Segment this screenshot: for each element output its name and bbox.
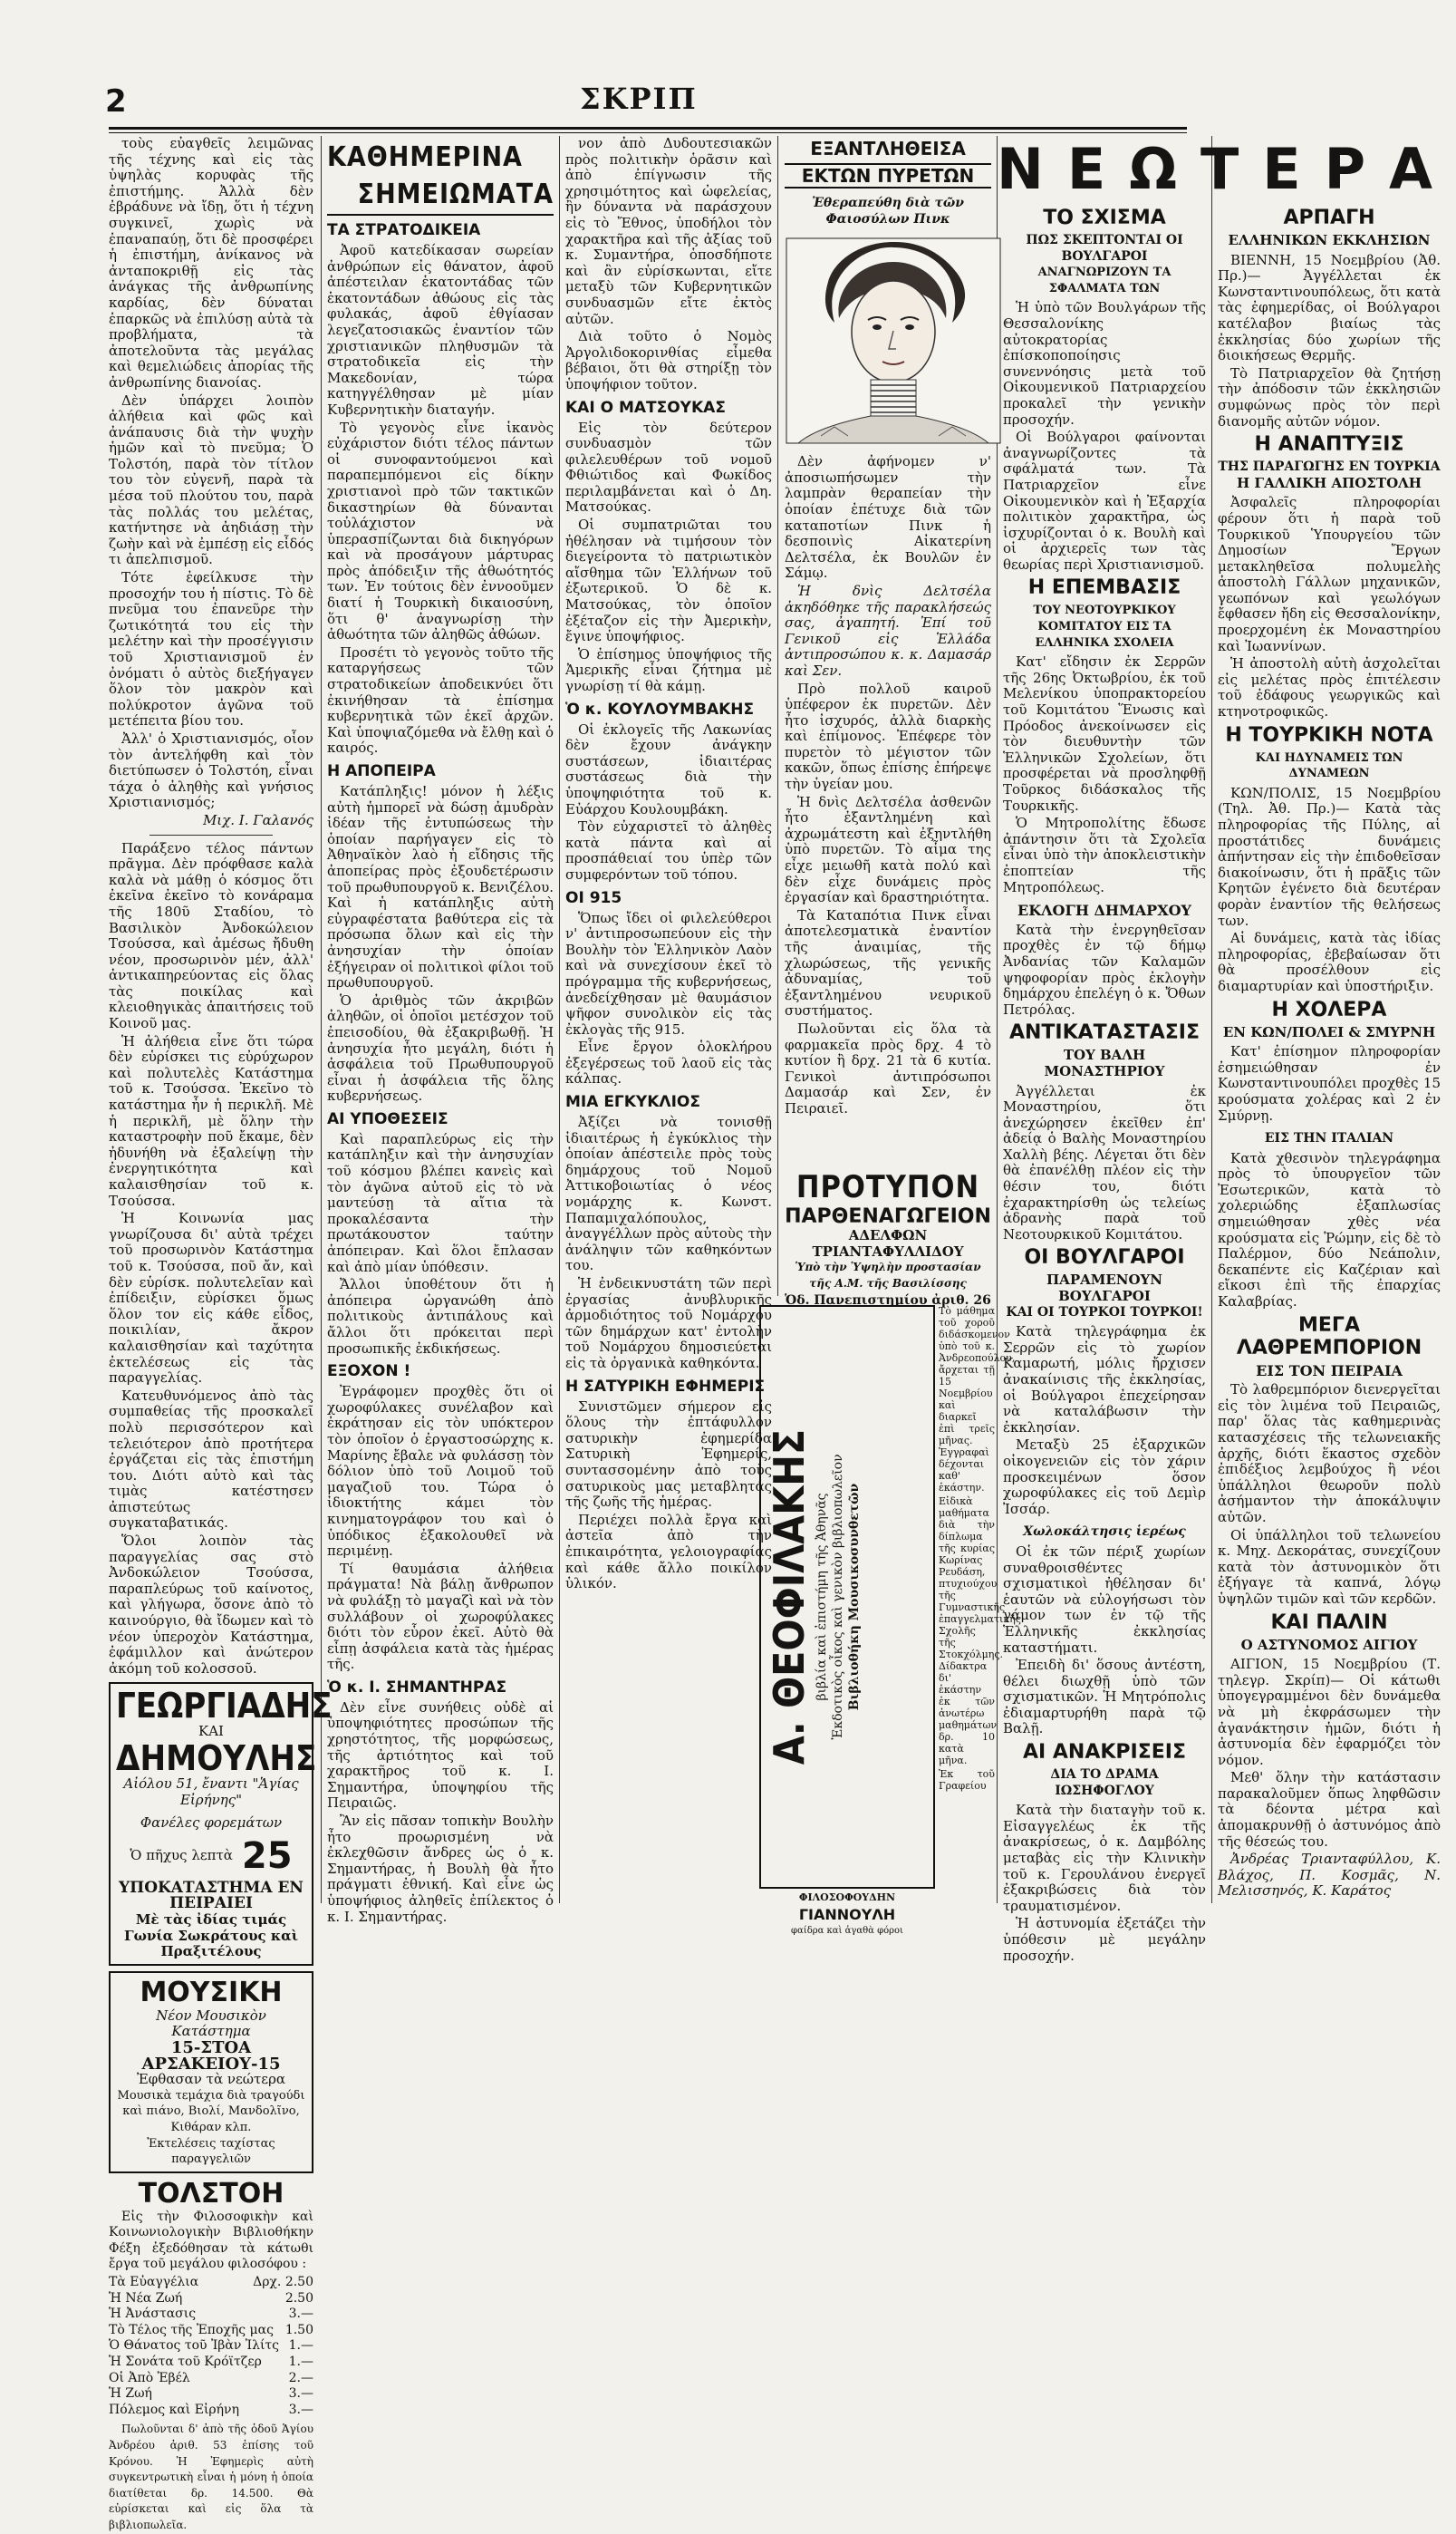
book-price: 3.— <box>288 2402 313 2417</box>
ad-caption: Ἡ δνὶς Δελτσέλα ἀκηδόθηκε τῆς παρακλήσεώς σας, ἀγαπητή. Ἐπί τοῦ Γενικοῦ εἰς Ἑλλάδα ἀντιπροσώπου κ. κ. Δαμασάρ καὶ Σεν. <box>785 582 991 679</box>
section-title: ΑΡΠΑΓΗ <box>1283 207 1375 229</box>
paragraph: Κατάπληξις! μόνον ἡ λέξις αὐτὴ ἡμπορεῖ νὰ δώσῃ ἀμυδρὰν ἰδέαν τῆς ἐντυπώσεως τὴν ὁποίαν παρήγαγεν εἰς τὸ Ἀθηναϊκὸν λαὸ ἡ εἴδησις τῆς ἀποπείρας πρὸς ἐξουδετέρωσιν τοῦ πρωθυπουργοῦ κ. Βενιζέλου. Καὶ ἡ κατάπληξις αὐτὴ εὐγραφέστατα βαθύτερα εἰς τὰ πρόσωπα ὅλων καὶ εἰς τὴν ἀνησυχίαν τὴν ὁποίαν ἐξήγειραν οἱ πολιτικοὶ φίλοι τοῦ πρωθυπουργοῦ. <box>327 783 554 991</box>
paragraph: Κατὰ τὴν ἐνεργηθεῖσαν προχθὲς ἐν τῷ δήμῳ Ἀνδανίας τῶν Καλαμῶν ψηφοφορίαν πρὸς ἐκλογὴν δημάρχου ἐπελέγη ὁ κ. Ὄθων Πετρόλας. <box>1003 921 1206 1018</box>
book-row <box>109 2355 313 2371</box>
paragraph: Ἐγράφομεν προχθὲς ὅτι οἱ χωροφύλακες συνέλαβον καὶ ἐκράτησαν εἰς τὸν υπόκτερον τὸν ὁποῖον ὁ ἐργαστοσώρχης κ. Μαρίνης ἔβαλε νὰ φυλάσσῃ τὸν δόλιον ὑπὸ τοῦ Λοιμοῦ τοῦ μαγαζιοῦ του. Τώρα ὁ ἰδιοκτήτης κάμει τὸν κινηματογράφον του καὶ ὁ ὑπόδικος ἐξακολουθεῖ νὰ περιμένῃ. <box>327 1383 554 1560</box>
ad-tolstoy-footer: Πωλοῦνται δ' ἀπὸ τῆς ὁδοῦ Ἁγίου Ἀνδρέου ἀριθ. 53 ἐπίσης τοῦ Κρόνου. Ἡ Ἐφημερὶς αὐτὴ συγκεντρωτικὴ εἶναι ἡ μόνη ἡ ὁποία διατίθεται δρ. 14.500. Θὰ εὐρίσκεται καὶ εἰς ὅλα τὰ βιβλιοπωλεῖα. <box>109 2423 313 2531</box>
paragraph: Ὁ Μητροπολίτης ἔδωσε ἀπάντησιν ὅτι τὰ Σχολεῖα εἶναι ὑπὸ τὴν ἀποκλειστικὴν ἐποπτείαν τῆς Μητροπόλεως. <box>1003 815 1206 895</box>
ad-vertical-bottom-name: ΓΙΑΝΝΟΥΛΗ <box>798 1905 896 1923</box>
paper-name: ΣΚΡΙΠ <box>580 82 698 116</box>
column-6 <box>1218 203 1441 1900</box>
ad-school-title-2: ΠΑΡΘΕΝΑΓΩΓΕΙΟΝ <box>785 1205 991 1228</box>
section-heading: ΟΙ 915 <box>565 888 622 907</box>
paragraph: Πρὸ πολλοῦ καιροῦ ὑπέφερον ἐκ πυρετῶν. Δὲν ἦτο ἰσχυρός, ἀλλὰ διαρκὴς καὶ ἐπίμονος. Ἐπέφερε τὸν πυρετὸν τὸ μέγιστον τῶν κακῶν, ὅπως ἐπίσης ἐπήρεψε τὴν ὑγείαν μου. <box>785 680 991 793</box>
paragraph: Κατὰ τηλεγράφημα ἐκ Σερρῶν εἰς τὸ χωρίον Καμαρωτή, μόλις ἤρχισεν ἀνακαίνισις τῆς ἐκκλησίας, οἱ Βούλγαροι ἐπεχείρησαν νὰ καταλάβωσιν τὴν ἐκκλησίαν. <box>1003 1323 1206 1436</box>
separator <box>149 835 273 836</box>
paragraph: Ἡ δνὶς Δελτσέλα ἀσθενῶν ἦτο ἐξαντλημένη καὶ ἀχρωμάτεστη καὶ ἐξηντλήθη ὑπὸ πυρετῶν. Τὸ αἷμα της εἶχε μειωθῆ κατὰ πολύ καὶ δὲν εἶχε δυνάμεις πρὸς ἐργασίαν καὶ δραστηριότητα. <box>785 793 991 906</box>
ad-school-left <box>785 1169 991 1311</box>
section-subtitle: ΕΙΣ ΤΟΝ ΠΕΙΡΑΙΑ <box>1256 1361 1403 1379</box>
ad-vertical-line: βιβλία καὶ ἐπιστήμη τῆς Ἀθηνᾶς <box>815 1493 829 1701</box>
ad-music <box>109 1971 313 2173</box>
section-heading: ΑΙ ΥΠΟΘΕΣΕΙΣ <box>327 1109 448 1128</box>
paragraph: Κατὰ χθεσινὸν τηλεγράφημα πρὸς τὸ ὑπουργεῖον τῶν Ἐσωτερικῶν, κατὰ τὸ χολεριώδης ἐξαπλωσίας σημειώθησαν χθὲς νέα κρούσματα εἰς Ῥώμην, εἰς δὲ τὸ Παλέρμον, δύο Νεάπολιν, δεκαπέντε εἰς Καζέριαν καὶ εἴκοσι ἐπὶ τῆς ἐπαρχίας Καλαβρίας. <box>1218 1149 1441 1311</box>
paragraph: Τὸ Πατριαρχεῖον θὰ ζητήσῃ τὴν ἀπόδοσιν τῶν ἐκκλησιῶν συμφώνως πρὸς τὸν περὶ διανομῆς αὐτῶν νόμον. <box>1218 364 1441 430</box>
book-row <box>109 2403 313 2419</box>
section-heading: Η ΣΑΤΥΡΙΚΗ ΕΦΗΜΕΡΙΣ <box>565 1377 766 1396</box>
section-title: ΟΙ ΒΟΥΛΓΑΡΟΙ <box>1024 1246 1185 1270</box>
section-note: Χωλοκάλτησις ἱερέως <box>1023 1524 1186 1540</box>
paragraph: Οἱ Βούλγαροι φαίνονται ἀναγνωρίζοντες τὰ σφάλματά των. Τὰ Πατριαρχεῖον εἶνε Οἰκουμενικὸν καὶ ἡ Ἐξαρχία πολιτικὸν χαρακτῆρα, ὡς ἰσχυρίζονται ὁ κ. Βουλὴ καὶ οἱ ἀρχιερεῖς των τὰς θεωρίας περὶ Χριστιανισμοῦ. <box>1003 429 1206 573</box>
column-divider <box>559 136 560 1903</box>
paragraph: Ἀγγέλλεται ἐκ Μοναστηρίου, ὅτι ἀνεχώρησεν ἐκεῖθεν ἐπ' ἀδείᾳ ὁ Βαλὴς Μοναστηρίου Χαλλὴ βέης. Λέγεται ὅτι δὲν θὰ ἐπανέλθῃ πλέον εἰς τὴν θέσιν του, διότι ἐχαρακτηρίσθη ὡς τελείως ἀδρανὴς παρὰ τοῦ Νεοτουρκικοῦ Κομιτάτου. <box>1003 1082 1206 1243</box>
book-price: 3.— <box>288 2307 313 2322</box>
paragraph: Παράξενο τέλος πάντων πρᾶγμα. Δὲν πρόφθασε καλὰ καλὰ νὰ μάθῃ ὁ κόσμος ὅτι ἐκεῖνα ἐκεῖνο τὸ κονάραμα τῆς 180ῦ Σταδίου, τὸ Βασιλικὸν Ἀνδοκώλειον Τσούσσα, καὶ ἀμέσως ἤδυθη νέον, προσωρινὸν μέν, ἀλλ' ἀντικαπηρεύοντας εἰς ὅλας τὰς ποικίλας καὶ κλειοθηγικὰς ἀπαιτήσεις τοῦ Κοινοῦ μας. <box>109 839 313 1032</box>
woman-portrait-illustration <box>785 237 1002 445</box>
page-number: 2 <box>105 83 127 120</box>
column-5 <box>1003 203 1206 1964</box>
ad-music-line: Ἐφθασαν τὰ νεώτερα <box>136 2071 286 2088</box>
paragraph: Τὰ Καταπότια Πινκ εἶναι ἀποτελεσματικὰ ἐναντίον τῆς ἀναιμίας, τῆς χλωρώσεως, τῆς γενικῆς ἀδυναμίας, τοῦ ἐξαντλημένου νευρικοῦ συστήματος. <box>785 906 991 1020</box>
book-title: Τὸ Τέλος τῆς Ἐποχῆς μας <box>109 2322 274 2337</box>
ad-music-line: Νέον Μουσικὸν Κατάστημα <box>156 2007 266 2040</box>
section-title: Η ΕΠΕΜΒΑΣΙΣ <box>1027 576 1181 600</box>
ad-vertical-bottom-note: φαίδρα καὶ ἀγαθὰ φόροι <box>791 1925 903 1936</box>
ad-branch: ΥΠΟΚΑΤΑΣΤΗΜΑ ΕΝ ΠΕΙΡΑΙΕΙ <box>119 1878 304 1913</box>
spacer <box>937 1305 1021 1885</box>
section-heading: ΤΑ ΣΤΡΑΤΟΔΙΚΕΙΑ <box>327 221 481 239</box>
paragraph: Εἶνε ἔργον ὁλοκλήρου ἐξεγέρσεως τοῦ λαοῦ εἰς τὰς κάλπας. <box>565 1039 772 1088</box>
book-list <box>109 2275 313 2418</box>
book-price: 2.50 <box>284 2290 313 2306</box>
section-title: Η ΑΝΑΠΤΥΞΙΣ <box>1254 433 1404 457</box>
ad-title-2: ΔΗΜΟΥΛΗΣ <box>116 1738 317 1778</box>
paragraph: Οἱ συμπατριῶται του ἠθέλησαν νὰ τιμήσουν τὸν διεγείροντα τὸ πατριωτικὸν αἴσθημα τῶν Ἑλλήνων τοῦ ἐξωτερικοῦ. Ὁ δὲ κ. Ματσούκας, τὸν ὁποῖον ἐξέταζον εἰς τὴν Ἀμερικὴν, ἔγινε ὑποψήφιος. <box>565 517 772 645</box>
paragraph: Δὲν ὑπάρχει λοιπὸν ἀλήθεια καὶ φῶς καὶ ἀνάπαυσις διὰ τὴν ψυχὴν ἡμῶν καὶ τὸ πνεῦμα; Ὁ Τολστόη, παρὰ τὸν τίτλον του τὸν εὐγενῆ, παρὰ τὰ μέσα τοῦ πλούτου του, παρὰ τὰς πολλάς του μελέτας, κατήντησε νὰ ἀηδιάσῃ τὴν ζωὴν καὶ νὰ ἐμπέσῃ εἰς εἶδός τι ἀπελπισμοῦ. <box>109 392 313 568</box>
paragraph: Εἰς τὸν δεύτερον συνδυασμὸν τῶν φιλελευθέρων τοῦ νομοῦ Φθιώτιδος καὶ Φωκίδος περιλαμβάνεται καὶ ὁ Δη. Ματσούκας. <box>565 419 772 516</box>
ad-price-label: Ὁ πῆχυς λεπτὰ <box>130 1846 233 1863</box>
ad-headline-2: ΕΚΤΩΝ ΠΥΡΕΤΩΝ <box>785 163 991 189</box>
paragraph: Ἐπειδὴ δι' ὅσους ἀντέστη, θέλει διωχθῇ ὑπὸ τῶν σχισματικῶν. Ἡ Μητρόπολις ἐδιαμαρτυρήθη παρὰ τῷ Βαλῇ. <box>1003 1657 1206 1737</box>
header-rule-thin <box>109 132 1187 133</box>
book-title: Ἡ Νέα Ζωή <box>109 2290 183 2306</box>
paragraph: Κατὰ τὴν διαταγὴν τοῦ κ. Εἰσαγγελέως ἐκ τῆς ἀνακρίσεως, ὁ κ. Δαμβόλης μεταβὰς εἰς τὴν Κλινικὴν τοῦ κ. Γερουλάνου ἐνεργεῖ ἐξακριβώσεις διὰ τὸν τραυματισμένον. <box>1003 1802 1206 1914</box>
ad-branch-address: Γωνία Σωκράτους καὶ Πραξιτέλους <box>124 1927 298 1960</box>
ad-vertical-footer <box>761 1890 933 1936</box>
paragraph: Ὅλοι λοιπὸν τὰς παραγγελίας σας στὸ Ἀνδοκώλειον Τσούσσα, παραπλεύρως τοῦ καίνοτος, καὶ γλήγωρα, ὅσονε ἀπὸ τὸ καινούργιο, θὰ ἴδωμεν καὶ τὸ νέον ὑπεροχὸν Κατάστημα, ἐφάμιλλον καὶ ἀνώτερον ἀκόμη τοῦ κολοσσοῦ. <box>109 1533 313 1677</box>
section-heading: Η ΑΠΟΠΕΙΡΑ <box>327 762 436 780</box>
section-title: ΤΟ ΣΧΙΣΜΑ <box>1043 207 1166 229</box>
paragraph: Ἀφοῦ κατεδίκασαν σωρείαν ἀνθρώπων εἰς θάνατον, ἀφοῦ ἀπέστειλαν ἑκατοντάδας τῶν ἑκατοντάδων ἀθώους εἰς τὰς φυλακάς, ἀφοῦ ἐθγίασαν λεγεζατοσιακῶς ἐναντίον τῶν χριστιανικῶν πληθυσμῶν τὰ στρατοδικεῖα εἰς τὴν Μακεδονίαν, τώρα κατηγγέλθησαν μὲ μίαν Κυβερνητικὴν διαταγήν. <box>327 242 554 418</box>
book-price: 1.— <box>288 2338 313 2354</box>
news-banner: ΝΕΩΤΕΡΑ <box>997 136 1456 202</box>
ad-headline: ΕΞΑΝΤΛΗΘΕΙΣΑ <box>810 138 966 160</box>
book-title: Τὰ Εὐαγγέλια <box>109 2275 199 2290</box>
signatures: Ἀνδρέας Τριανταφύλλου, Κ. Βλάχος, Π. Κοσμᾶς, Ν. Μελισσηνός, Κ. Καράτος <box>1218 1851 1441 1900</box>
column-title-2: ΣΗΜΕΙΩΜΑΤΑ <box>327 179 554 216</box>
paragraph: Τὸ γεγονὸς εἶνε ἱκανὸς εὐχάριστον διότι τέλος πάντων οἱ συνοφαντούμενοι καὶ παραπεμπόμενοι εἰς δίκην χριστιανοὶ πρὸ τῶν τακτικῶν δικαστηρίων θὰ δύνανται τοὐλάχιστον νὰ ὑπερασπίζωνται διὰ δικηγόρων καὶ νὰ προσάγουν μάρτυρας πρὸς ἀπόδειξιν τῆς ἀθωότητός των. Ἐν τούτοις δὲν ἐννοοῦμεν διατί ἡ Τουρκικὴ δικαιοσύνη, ὅτι θ' ἀναγνωρίσῃ τὴν ἀθωότητα τῶν ἀληθῶς ἀθώων. <box>327 419 554 643</box>
paragraph: Οἱ ἐκλογεῖς τῆς Λακωνίας δὲν ἔχουν ἀνάγκην συστάσεων, ἰδιαιτέρας συστάσεως διὰ τὴν ὑποψηφιότητα τοῦ κ. Εὐάρχου Κουλουμβάκη. <box>565 721 772 817</box>
paragraph: Ἀξίζει νὰ τονισθῇ ἰδιαιτέρως ἡ ἐγκύκλιος τὴν ὁποίαν ἀπέστειλε πρὸς τοὺς δημάρχους τοῦ Νομοῦ Ἀττικοβοιωτίας ὁ νέος νομάρχης κ. Κωνστ. Παπαμιχαλόπουλος, ἀναγγέλλων πρὸς αὐτοὺς τὴν ἀνάληψιν τῶν καθηκόντων του. <box>565 1114 772 1274</box>
header-rule <box>109 127 1187 130</box>
article-signature: Μιχ. Ι. Γαλανός <box>202 811 313 828</box>
book-title: Ἡ Ἀνάστασις <box>109 2307 197 2322</box>
ad-music-address: 15-ΣΤΟΑ ΑΡΣΑΚΕΙΟΥ-15 <box>141 2037 281 2074</box>
paragraph: Μεθ' ὅλην τὴν κατάστασιν παρακαλοῦμεν ὅπως ληφθῶσιν τὰ δέοντα μέτρα καὶ ἀπομακρυνθῇ ὁ ἀστυνόμος ἀπὸ τῆς θέσεώς του. <box>1218 1769 1441 1850</box>
section-heading: ΜΙΑ ΕΓΚΥΚΛΙΟΣ <box>565 1093 700 1112</box>
section-subtitle: ΤΗΣ ΠΑΡΑΓΩΓΗΣ ΕΝ ΤΟΥΡΚΙΑ <box>1218 459 1441 475</box>
column-2 <box>327 136 554 1925</box>
book-row <box>109 2307 313 2323</box>
paragraph: Τί θαυμάσια ἀλήθεια πράγματα! Νὰ βάλῃ ἄνθρωπον νὰ φυλάξῃ τὸ μαγαζὶ καὶ νὰ τὸν συλλάβουν οἱ χωροφύλακες διότι τὸν εὗρον ἐκεῖ. Αὐτὸ θὰ εἶπῃ ἀσφάλεια κατὰ τὰς ἡμέρας τῆς. <box>327 1560 554 1673</box>
paragraph: Ὁ ἀριθμὸς τῶν ἀκριβῶν ἀληθῶν, οἱ ὁποῖοι μετέσχον τοῦ ἐπεισοδίου, θὰ ἐξακριβωθῇ. Ἡ ἀνησυχία ἦτο μεγάλη, διότι ἡ ἀσφάλεια τοῦ Πρωθυπουργοῦ εἶναι ἡ ἀσφάλεια τῆς ὅλης κυβερνήσεως. <box>327 991 554 1105</box>
column-title: ΚΑΘΗΜΕΡΙΝΑ <box>327 141 523 173</box>
ad-tolstoy-books <box>109 2179 313 2534</box>
ad-school-title: ΠΡΟΤΥΠΟΝ <box>795 1169 980 1205</box>
section-heading: Ὁ κ. ΚΟΥΛΟΥΜΒΑΚΗΣ <box>565 700 755 719</box>
section-heading: Ὁ κ. Ι. ΣΗΜΑΝΤΗΡΑΣ <box>327 1678 507 1697</box>
ad-address: Αἰόλου 51, ἔναντι "Ἁγίας Εἰρήνης" <box>123 1775 299 1808</box>
paragraph: Προσέτι τὸ γεγονὸς τοῦτο τῆς καταργήσεως τῶν στρατοδικείων ἀποδεικνύει ὅτι ἐκινήθησαν τὰ ἐπίσημα κυβερνητικὰ τῶν ἐκεῖ ἀρχῶν. Καὶ ὑποψιαζόμεθα νὰ ἔλθῃ καὶ ὁ καιρός. <box>327 643 554 757</box>
section-subtitle: ΔΙΑ ΤΟ ΔΡΑΜΑ ΙΩΣΗΦΟΓΛΟΥ <box>1050 1767 1159 1798</box>
section-subtitle: ΤΟΥ ΝΕΟΤΟΥΡΚΙΚΟΥ ΚΟΜΙΤΑΤΟΥ ΕΙΣ ΤΑ ΕΛΛΗΝΙΚΑ ΣΧΟΛΕΙΑ <box>1033 604 1176 650</box>
paragraph: Ἂν εἰς πᾶσαν τοπικὴν Βουλὴν ἦτο προωρισμένη νὰ ἐκλεχθῶσιν ἄνδρες ὡς ὁ κ. Σημαντήρας, ἡ Βουλὴ θὰ ἦτο πράγματι ἐθνική. Καὶ εἶνε ὡς ὑποψήφιος ἀληθεῖς ἐπίλεκτος ὁ κ. Ι. Σημαντήρας. <box>327 1813 554 1925</box>
ad-theofilakis-vertical <box>759 1305 935 1889</box>
paragraph: Κατευθυνόμενος ἀπὸ τὰς συμπαθείας τῆς προσκαλεῖ πολὺ περισσότερον καὶ τελειότερον ἀπὸ προτήτερα ἐργάζεται εἰς τὰς ἐπιστήμη του. Διότι αὐτὸ καὶ τὰς τιμὰς κατέστησεν ἀπιστεύτως συγκαταβατικάς. <box>109 1387 313 1532</box>
book-price: Δρχ. 2.50 <box>253 2275 313 2290</box>
paragraph: ΑΙΓΙΟΝ, 15 Νοεμβρίου (Τ. τηλεγρ. Σκρίπ)— Οἱ κάτωθι ὑπογεγραμμένοι δὲν δυνάμεθα νὰ μὴ ἐκφράσωμεν τὴν ἀγανάκτησιν ἡμῶν, διότι ἡ ἀστυνομία δὲν ἐφαρμόζει τὸν νόμον. <box>1218 1656 1441 1768</box>
ad-price-row <box>116 1835 306 1877</box>
section-title: ΕΚΛΟΓΗ ΔΗΜΑΡΧΟΥ <box>1017 902 1191 920</box>
paragraph: Δὲν εἶνε συνήθεις οὐδὲ αἱ ὑποψηφιότητες προσώπων τῆς χρηστότητος, τῆς μορφώσεως, τῆς ἀρτιότητος καὶ τοῦ χαρακτῆρος τοῦ κ. Ι. Σημαντήρα, ὑποψηφίου τῆς Πειραιῶς. <box>327 1698 554 1812</box>
paragraph: Ἡ ἀλήθεια εἶνε ὅτι τώρα δὲν εὑρίσκει τις εὐρύχωρον καὶ πολυτελὲς Κατάστημα τοῦ κ. Τσούσσα. Ἐκεῖνο τὸ κατάστημα ἦν ἡ περικλῆ. Μὲ ἡ περικλῆ, μὲ ὅλην τὴν καταστροφὴν ποῦ ἔκαμε, δὲν ἠδυνήθη νὰ ἐξαλείψῃ τὴν ἐνεργητικότητα καὶ καλαισθησίαν τοῦ κ. Τσούσσα. <box>109 1032 313 1209</box>
paragraph: Τὸ μάθημα τοῦ χοροῦ διδάσκομενον ὑπὸ τοῦ κ. Ἀνδρεοπούλου, ἄρχεται τῇ 15 Νοεμβρίου καὶ διαρκεῖ ἐπὶ τρεῖς μῆνας. Ἐγγραφαὶ δέχονται καθ' ἑκάστην. <box>939 1305 1016 1494</box>
paragraph: Ἄλλοι ὑποθέτουν ὅτι ἡ ἀπόπειρα ὠργανώθη ἀπὸ πολιτικοὺς ἀντιπάλους καὶ ἄλλοι ὅτι πρόκειται περὶ προσωπικῆς ἐκδικήσεως. <box>327 1276 554 1357</box>
article-tolstoy <box>109 136 313 829</box>
section-subtitle: ΚΑΙ ΗΔΥΝΑΜΕΙΣ ΤΩΝ ΔΥΝΑΜΕΩΝ <box>1255 750 1403 781</box>
paragraph: Ἡ ὑπὸ τῶν Βουλγάρων τῆς Θεσσαλονίκης αὐτοκρατορίας ἐπίσκοποποίησις συνεννόησις μετὰ τοῦ Οἰκουμενικοῦ Πατριαρχείου προκαλεῖ τὴν γενικὴν προσοχήν. <box>1003 299 1206 428</box>
paragraph: Μεταξὺ 25 ἐξαρχικῶν οἰκογενειῶν εἰς τὸν χάριν προσκειμένων ὅσον χωροφύλακες εἰς τοῦ Δεμὶρ Ἰσσάρ. <box>1003 1436 1206 1517</box>
paragraph: Τὸ λαθρεμπόριον διενεργεῖται εἰς τὸν λιμένα τοῦ Πειραιῶς, παρ' ὅλας τὰς καθημερινὰς κατασχέσεις τῆς τελωνειακῆς ἀρχῆς, διότι ἕκαστος σχεδὸν ἐπιδέξιος λεμβούχος ἢ νέοι ὑπάλληλοι θεωροῦν πολὺ ἀσήμαντον τὴν ἀποκάλυψιν αὐτῶν. <box>1218 1381 1441 1525</box>
ad-music-line: Ἐκτελέσεις ταχίστας παραγγελιῶν <box>147 2136 275 2167</box>
ad-vertical-bottom: ΦΙΛΟΣΟΦΟΥΔΗΝ <box>798 1891 896 1903</box>
paragraph: Ἀλλ' ὁ Χριστιανισμός, οἷον τὸν ἀντελήφθη καὶ τὸν διετύπωσεν ὁ Τολστόη, εἶναι τάχα ὁ ἀληθὴς καὶ γνήσιος Χριστιανισμός; <box>109 730 313 811</box>
ad-tolstoy-title: ΤΟΛΣΤΟΗ <box>138 2177 284 2210</box>
ad-conjunction: ΚΑΙ <box>198 1723 224 1740</box>
paragraph: Ὁ ἐπίσημος ὑποψήφιος τῆς Ἀμερικῆς εἶναι ζήτημα μὲ γνωρίσῃ τί θὰ κάμῃ. <box>565 645 772 694</box>
book-row <box>109 2386 313 2403</box>
column-divider <box>1211 136 1212 1903</box>
paragraph: νον ἀπὸ Δυδουτεσιακῶν πρὸς πολιτικὴν ὁρᾶσιν καὶ ἀπὸ ἐπίγνωσιν τῆς χρησιμότητος καὶ ὠφελείας, ἢν δύναντα νὰ παράσχουν εἰς τὸ Ἔθνος, ὑποδήλοι τὸν χαρακτῆρα καὶ τῆς ἀξίας τοῦ κ. Συμαντήρα, ὁποσδήποτε καὶ ἂν εὑρίσκωνται, εἴτε μεταξὺ τῶν Κυβερνητικῶν συνδυασμῶν εἴτε ἐκτὸς αὐτῶν. <box>565 135 772 327</box>
book-row <box>109 2291 313 2307</box>
paragraph: Αἱ δυνάμεις, κατὰ τὰς ἰδίας πληροφορίας, ἐβεβαίωσαν ὅτι θὰ προσέλθουν εἰς διαμαρτυρίαν καὶ ὑποστήριξιν. <box>1218 930 1441 994</box>
column-3 <box>565 136 772 1903</box>
book-row <box>109 2371 313 2387</box>
section-title: ΑΝΤΙΚΑΤΑΣΤΑΣΙΣ <box>1008 1021 1200 1045</box>
book-title: Οἱ Ἀπὸ Ἐβέλ <box>109 2370 190 2385</box>
paragraph: Συνιστῶμεν σήμερον εἰς ὅλους τὴν ἐπτάφυλλον σατυρικὴν ἐφημερίδα Σατυρικὴ Ἐφημερίς, συντασσομένην ἀπὸ τοὺς σατυρικοὺς μας μεταβλητάς τῆς ζωῆς τῆς ἡμέρας. <box>565 1398 772 1511</box>
column-4 <box>785 136 991 1301</box>
column-divider <box>321 136 322 1903</box>
paragraph: Οἱ ὑπάλληλοι τοῦ τελωνείου κ. Μηχ. Δεκοράτας, συνεχίζουν κατὰ τὸν ἀστυνομικὸν ὅτι ἐξήγαγε τὰ καπνά, λόγῳ ὑψηλῶν τιμῶν καὶ τῶν κερδῶν. <box>1218 1526 1441 1607</box>
section-subtitle: ΕΛΛΗΝΙΚΩΝ ΕΚΚΛΗΣΙΩΝ <box>1228 232 1431 248</box>
paragraph: Διὰ τοῦτο ὁ Νομὸς Ἀργολιδοκορινθίας εἶμεθα βέβαιοι, ὅτι θὰ στηρίξῃ τὸν ὑποψήφιον τοῦτον. <box>565 328 772 392</box>
paragraph: Τότε ἐφείλκυσε τὴν προσοχήν του ἡ πίστις. Τὸ δὲ πνεῦμα του ἐπανεῦρε τὴν ζωτικότητά του εἰς τὴν μελέτην καὶ τὴν προσέγγισιν τοῦ Χριστιανισμοῦ ἐν ὀνόματι ὁ αὐτὸς διεξήγαγεν ὅλον τὸν μακρὸν καὶ πολύκροτον ἀγῶνα τοῦ μετέπειτα βίου του. <box>109 569 313 730</box>
ad-school-title-3: ΑΔΕΛΦΩΝ ΤΡΙΑΝΤΑΦΥΛΛΙΔΟΥ <box>812 1227 964 1260</box>
article-tsoussa <box>109 841 313 1678</box>
paragraph: Καὶ παραπλεύρως εἰς τὴν κατάπληξιν καὶ τὴν ἀνησυχίαν τοῦ κόσμου βλέπει κανεὶς καὶ τὸν ἀγῶνα αὐτοῦ εἰς τὸ νὰ μαντεύσῃ τὰ αἴτια τὰ προκαλέσαντα τὴν πρωτάκουστον ταύτην ἀπόπειραν. Καὶ ὅλοι ἔπλασαν καὶ ἀπὸ μίαν ὑπόθεσιν. <box>327 1130 554 1275</box>
ad-branch-note: Μὲ τὰς ἰδίας τιμάς <box>135 1910 287 1928</box>
ad-vertical-line: Βιβλιοθήκη Μουσικοσυνθετῶν <box>847 1483 862 1711</box>
ad-vertical-rotated <box>761 1307 933 1887</box>
ad-school-address: Ὁδ. Πανεπιστημίου ἀριθ. 26 <box>785 1293 991 1309</box>
paragraph: Οἱ ἐκ τῶν πέριξ χωρίων συναθροισθέντες σχισματικοὶ ἠθέλησαν δι' ἑαυτῶν νὰ εὐλογήσωσι τὸν γάμον των ἐν τῷ τῆς Ἑλληνικῆς ἐκκλησίας καταστήματι. <box>1003 1543 1206 1656</box>
ad-item: Φανέλες φορεμάτων <box>140 1814 283 1832</box>
section-heading: ΚΑΙ Ο ΜΑΤΣΟΥΚΑΣ <box>565 398 726 417</box>
column-divider <box>777 136 778 1296</box>
paragraph: Κατ' εἴδησιν ἐκ Σερρῶν τῆς 26ης Ὀκτωβρίου, ἐκ τοῦ Μελενίκου ὑποπρακτορείου τοῦ Κομιτάτου Ἕνωσις καὶ Πρόοδος ἀνεκοίνωσεν εἰς τὸν διευθυντὴν τῶν Ἑλληνικῶν Σχολείων, ὅτι προσφέρεται νὰ προσληφθῇ Τοῦρκος διδάσκαλος τῆς Τουρκικῆς. <box>1003 653 1206 814</box>
section-subtitle: ΕΝ ΚΩΝ/ΠΟΛΕΙ & ΣΜΥΡΝΗ <box>1222 1023 1436 1040</box>
paragraph: τοὺς εὐαγθεῖς λειμῶνας τῆς τέχνης καὶ εἰς τὰς ὑψηλὰς κορυφὰς τῆς ἐπιστήμης. Ἀλλὰ δὲν ἐβράδυνε νὰ ἴδῃ, ὅτι ἡ τέχνη συγκινεῖ, χωρὶς νὰ ἐπαναπαύῃ, ὅτι δὲ προσφέρει ἡ ἐπιστήμη, ἀνίκανος νὰ ἀνταποκριθῇ εἰς τὰς ἀνάγκας τῆς ἀνθρωπίνης καρδίας, δὲν δύναται ἐπαρκῶς νὰ ἐπιλύσῃ αὐτὰ τὰ προβλήματα, τὰ ἀποτελοῦντα τὰς μεγάλας καὶ θεμελιώδεις ἀπορίας τῆς ἀνθρωπίνης διανοίας. <box>109 135 313 391</box>
paragraph: Ἀσφαλεῖς πληροφορίαι φέρουν ὅτι ἡ παρὰ τοῦ Τουρκικοῦ Ὑπουργείου τῶν Δημοσίων Ἔργων μετακληθεῖσα πολυμελὴς ἀποστολὴ Γάλλων μηχανικῶν, γεωπόνων καὶ γεωλόγων ἔφθασεν ἤδη εἰς Θεσσαλονίκην, προερχομένη ἐκ Μοναστηρίου καὶ Ἰωαννίνων. <box>1218 494 1441 654</box>
paragraph: Ὅπως ἴδει οἱ φιλελεύθεροι ν' ἀντιπροσωπεύουν εἰς τὴν Βουλὴν τὸν Ἑλληνικὸν Λαὸν καὶ νὰ συνεχίσουν ἐκεῖ τὸ πρόγραμμα τῆς κυβερνήσεως, ἀνεδείχθησαν μὲ θαυμάσιον ψῆφον συνολικὸν εἰς τὰς ἐκλογὰς τῆς 915. <box>565 909 772 1038</box>
book-title: Ὁ Θάνατος τοῦ Ἰβὰν Ἰλίτς <box>109 2338 280 2354</box>
section-title: ΚΑΙ ΠΑΛΙΝ <box>1270 1610 1388 1634</box>
section-note: ΕΙΣ ΤΗΝ ΙΤΑΛΙΑΝ <box>1264 1131 1394 1146</box>
book-title: Ἡ Σονάτα τοῦ Κρόϊτζερ <box>109 2355 262 2370</box>
paragraph: Ἡ ἀστυνομία ἐξετάζει τὴν ὑπόθεσιν μὲ μεγάλην προσοχήν. <box>1003 1915 1206 1964</box>
ad-music-title: ΜΟΥΣΙΚΗ <box>140 1976 283 2008</box>
section-title: Η ΤΟΥΡΚΙΚΗ ΝΟΤΑ <box>1225 723 1433 747</box>
paragraph: Εἰδικὰ μαθήματα διὰ τὴν δίπλωμα τῆς κυρίας Κωρίνας Ρευδάση, πτυχιούχου τῆς Γυμναστικῆς ἐπαγγελματικῆς Σχολῆς τῆς Στοκχόλμης. Δίδακτρα δι' ἑκάστην ἐκ τῶν ἀνωτέρω μαθημάτων δρ. 10 κατὰ μῆνα. <box>939 1495 1021 1766</box>
book-price: 2.— <box>288 2370 313 2385</box>
paragraph: Τὸν εὐχαριστεῖ τὸ ἀληθὲς κατὰ πάντα καὶ αἱ προσπάθειαί του ὑπὲρ τῶν συμφερόντων τοῦ τόπου. <box>565 818 772 883</box>
book-title: Ἡ Ζωή <box>109 2386 152 2402</box>
ad-price-value: 25 <box>241 1834 293 1877</box>
paragraph: Πωλοῦνται εἰς ὅλα τὰ φαρμακεῖα πρὸς δρχ. 4 τὸ κυτίον ἢ δρχ. 21 τὰ 6 κυτία. Γενικοὶ ἀντιπρόσωποι Δαμασάρ καὶ Σεν, ἐν Πειραιεῖ. <box>785 1020 991 1117</box>
book-title: Πόλεμος καὶ Εἰρήνη <box>109 2402 239 2417</box>
section-subtitle: ΚΑΙ ΟΙ ΤΟΥΡΚΟΙ ΤΟΥΡΚΟΙ! <box>1006 1304 1203 1320</box>
book-price: 1.— <box>288 2355 313 2370</box>
section-subtitle: ΑΝΑΓΝΩΡΙΖΟΥΝ ΤΑ ΣΦΑΛΜΑΤΑ ΤΩΝ <box>1037 266 1172 295</box>
section-subtitle: ΠΑΡΑΜΕΝΟΥΝ ΒΟΥΛΓΑΡΟΙ <box>1046 1272 1162 1305</box>
paragraph: Ἡ ἐνδεικνυστάτη τῶν περὶ ἐργασίας ἀνυβλυρικῆς ἀρμοδιότητος τοῦ Νομάρχου τῶν δημάρχων κατ' ἐντολὴν τοῦ Νομάρχου δημοσιεύεται εἰς τὰ ὀργανικὰ καθηκόντα. <box>565 1275 772 1371</box>
paragraph: ΚΩΝ/ΠΟΛΙΣ, 15 Νοεμβρίου (Τηλ. Ἀθ. Πρ.)— Κατὰ τὰς πληροφορίας τῆς Πύλης, αἱ προστάτιδες δυνάμεις ἀπήντησαν εἰς τὴν ἐπιδοθεῖσαν διακοίνωσιν, ὅτι ἡ πρᾶξις τῶν Κρητῶν ἐγένετο διὰ δευτέραν φορὰν ἐναντίον τῆς θελήσεως των. <box>1218 784 1441 929</box>
book-row <box>109 2338 313 2355</box>
column-1 <box>109 135 333 2531</box>
section-subtitle: ΤΟΥ ΒΑΛΗ ΜΟΝΑΣΤΗΡΙΟΥ <box>1044 1047 1165 1079</box>
ad-music-line: Μουσικὰ τεμάχια διὰ τραγούδι καὶ πιάνο, Βιολί, Μανδολῖνο, Κιθάραν κλπ. <box>117 2088 305 2134</box>
section-title: ΜΕΓΑ ΛΑΘΡΕΜΠΟΡΙΟΝ <box>1236 1313 1422 1359</box>
section-subtitle: Ο ΑΣΤΥΝΟΜΟΣ ΑΙΓΙΟΥ <box>1240 1636 1418 1653</box>
ad-school-patron: Ὑπὸ τὴν Ὑψηλὴν προστασίαν τῆς Α.Μ. τῆς Βασιλίσσης <box>795 1261 981 1290</box>
ad-tolstoy-intro: Εἰς τὴν Φιλοσοφικὴν καὶ Κοινωνιολογικὴν Βιβλιοθήκην Φέξη ἐξεδόθησαν τὰ κάτωθι ἔργα τοῦ μεγάλου φιλοσόφου : <box>109 2209 313 2272</box>
book-price: 1.50 <box>284 2322 313 2337</box>
section-title: ΑΙ ΑΝΑΚΡΙΣΕΙΣ <box>1023 1741 1186 1765</box>
ad-vertical-title: Α. ΘΕΟΦΙΛΑΚΗΣ <box>765 1428 814 1765</box>
book-row <box>109 2275 313 2291</box>
paragraph: ΒΙΕΝΝΗ, 15 Νοεμβρίου (Ἀθ. Πρ.)— Ἀγγέλλεται ἐκ Κωνσταντινουπόλεως, ὅτι κατὰ τὰς ἐφημερίδας, οἱ Βούλγαροι κατέλαβον βιαίως τὰς ἐκκλησίας δύο χωρίων τῆς διοικήσεως Θερμῆς. <box>1218 251 1441 364</box>
ad-subhead: Ἐθεραπεύθη διὰ τῶν Φαιοσύλων Πινκ <box>812 196 964 227</box>
paragraph: Ἡ ἀποστολὴ αὐτὴ ἀσχολεῖται εἰς μελέτας πρὸς ἐπιτέλεσιν τοῦ ἐδάφους γεωργικῶς καὶ κτηνοτροφικῶς. <box>1218 655 1441 721</box>
section-subtitle: ΠΩΣ ΣΚΕΠΤΟΝΤΑΙ ΟΙ ΒΟΥΛΓΑΡΟΙ <box>1026 233 1183 264</box>
book-row <box>109 2323 313 2339</box>
book-price: 3.— <box>288 2386 313 2402</box>
section-subtitle: Η ΓΑΛΛΙΚΗ ΑΠΟΣΤΟΛΗ <box>1237 474 1422 491</box>
ad-title: ΓΕΩΡΓΙΑΔΗΣ <box>116 1686 333 1726</box>
paragraph: Ἡ Κοινωνία μας γνωρίζουσα δι' αὐτὰ τρέχει τοῦ προσωρινὸν Κατάστημα τοῦ κ. Τσούσσα, ποῦ ἄν, καὶ δὲν εὑρίσκ. πολυτελεῖαν καὶ ἐπίδειξιν, εὑρίσκει ὅμως ὅλον τον εἰς κάθε εἶδος, ποικιλίαν, ἄκρον καλαισθησίαν καὶ ταχύτητα ἐκτελέσεως εἰς τὰς παραγγελίας. <box>109 1210 313 1387</box>
paragraph: Κατ' ἐπίσημον πληροφορίαν ἐσημειώθησαν ἐν Κωνσταντινουπόλει προχθὲς 15 κρούσματα χολέρας καὶ 2 ἐν Σμύρνῃ. <box>1218 1043 1441 1124</box>
section-heading: ΕΞΟΧΟΝ ! <box>327 1362 411 1381</box>
ad-georgiadis <box>109 1682 333 1965</box>
paragraph: Περιέχει πολλὰ ἔργα καὶ ἀστεῖα ἀπὸ τὴν ἐπικαιρότητα, γελοιογραφίας καὶ κάθε ἄλλο ποικίλον ὑλικόν. <box>565 1511 772 1592</box>
ad-intro: Δὲν ἀφήνομεν ν' ἀποσιωπήσωμεν τὴν λαμπρὰν θεραπείαν τὴν ὁποίαν ἐπέτυχε διὰ τῶν καταποτίων Πινκ ἡ δεσποινὶς Αἰκατερίνη Δελτσέλα, ἐκ Βουλῶν ἐν Σάμῳ. <box>785 453 991 582</box>
section-title: Η ΧΟΛΕΡΑ <box>1271 998 1387 1021</box>
ad-vertical-line: Ἐκδοτικὸς οἶκος καὶ γενικὸν βιβλιοπωλεῖον <box>831 1454 845 1740</box>
ad-school-sign: Ἐκ τοῦ Γραφείου <box>939 1768 995 1792</box>
